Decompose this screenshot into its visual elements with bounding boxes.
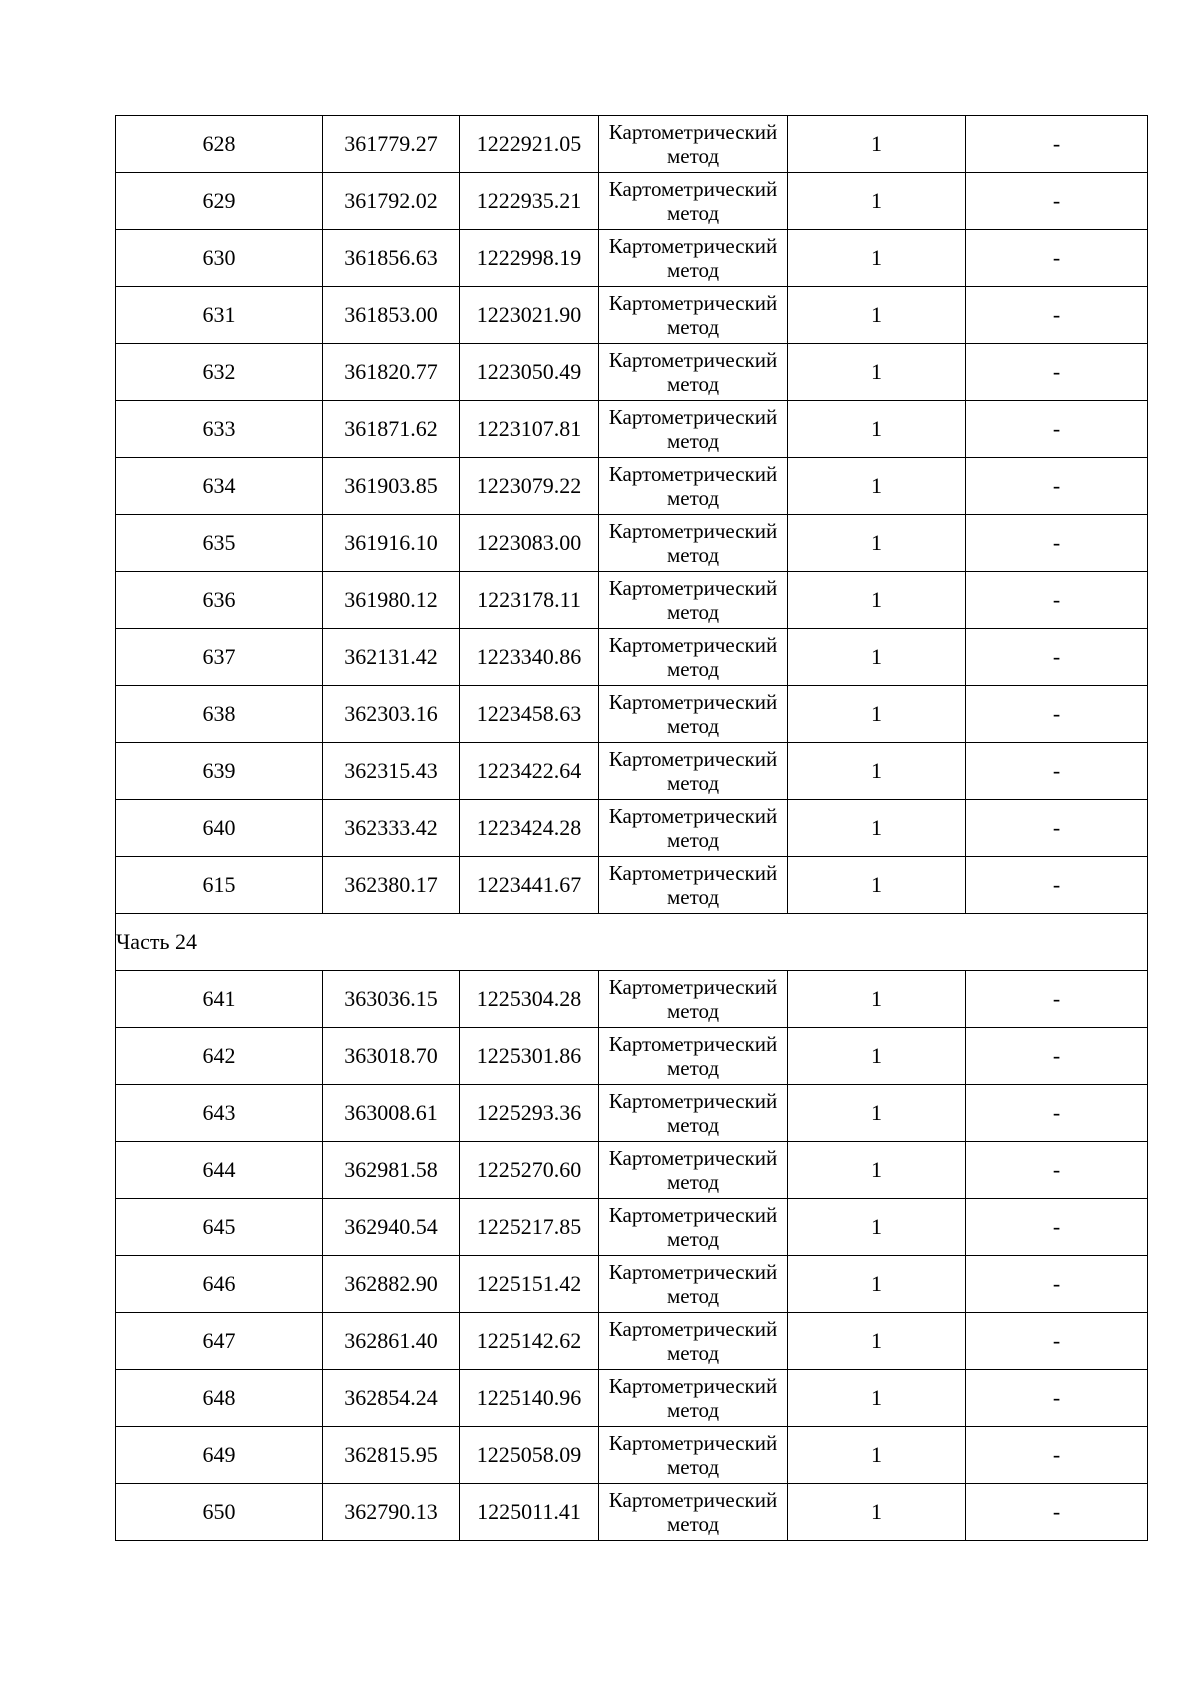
- note-cell: -: [966, 1313, 1148, 1370]
- coord-y-cell: 1222921.05: [460, 116, 599, 173]
- point-number-cell: 629: [116, 173, 323, 230]
- coord-y-cell: 1223083.00: [460, 515, 599, 572]
- note-cell: -: [966, 515, 1148, 572]
- table-row: [116, 401, 1148, 458]
- note-cell: -: [966, 287, 1148, 344]
- precision-cell: 1: [788, 857, 966, 914]
- note-cell: -: [966, 344, 1148, 401]
- point-number-cell: 648: [116, 1370, 323, 1427]
- note-cell: -: [966, 173, 1148, 230]
- point-number-cell: 643: [116, 1085, 323, 1142]
- table-row: [116, 116, 1148, 173]
- method-cell: Картометрический метод: [599, 1313, 788, 1370]
- coord-x-cell: 362131.42: [323, 629, 460, 686]
- table-row: [116, 1427, 1148, 1484]
- coord-x-cell: 361792.02: [323, 173, 460, 230]
- precision-cell: 1: [788, 800, 966, 857]
- coord-x-cell: 361871.62: [323, 401, 460, 458]
- point-number-cell: 637: [116, 629, 323, 686]
- coord-y-cell: 1223422.64: [460, 743, 599, 800]
- coord-x-cell: 363018.70: [323, 1028, 460, 1085]
- table-row: [116, 1484, 1148, 1541]
- coord-y-cell: 1225142.62: [460, 1313, 599, 1370]
- note-cell: -: [966, 686, 1148, 743]
- coord-y-cell: 1225140.96: [460, 1370, 599, 1427]
- method-cell: Картометрический метод: [599, 230, 788, 287]
- coord-x-cell: 362861.40: [323, 1313, 460, 1370]
- coord-y-cell: 1223424.28: [460, 800, 599, 857]
- precision-cell: 1: [788, 173, 966, 230]
- coord-y-cell: 1225270.60: [460, 1142, 599, 1199]
- coord-x-cell: 362981.58: [323, 1142, 460, 1199]
- coord-x-cell: 361856.63: [323, 230, 460, 287]
- table-row: [116, 1028, 1148, 1085]
- method-cell: Картометрический метод: [599, 1085, 788, 1142]
- point-number-cell: 642: [116, 1028, 323, 1085]
- method-cell: Картометрический метод: [599, 1199, 788, 1256]
- table-row: [116, 1370, 1148, 1427]
- table-row: [116, 572, 1148, 629]
- coord-x-cell: 363036.15: [323, 971, 460, 1028]
- precision-cell: 1: [788, 401, 966, 458]
- coord-x-cell: 362380.17: [323, 857, 460, 914]
- coord-x-cell: 361980.12: [323, 572, 460, 629]
- coord-y-cell: 1222998.19: [460, 230, 599, 287]
- table-row: [116, 344, 1148, 401]
- method-cell: Картометрический метод: [599, 857, 788, 914]
- note-cell: -: [966, 1028, 1148, 1085]
- coord-x-cell: 361820.77: [323, 344, 460, 401]
- point-number-cell: 640: [116, 800, 323, 857]
- coord-y-cell: 1225011.41: [460, 1484, 599, 1541]
- note-cell: -: [966, 116, 1148, 173]
- precision-cell: 1: [788, 116, 966, 173]
- precision-cell: 1: [788, 971, 966, 1028]
- point-number-cell: 646: [116, 1256, 323, 1313]
- coord-y-cell: 1225301.86: [460, 1028, 599, 1085]
- point-number-cell: 641: [116, 971, 323, 1028]
- method-cell: Картометрический метод: [599, 1142, 788, 1199]
- method-cell: Картометрический метод: [599, 1370, 788, 1427]
- coord-y-cell: 1223079.22: [460, 458, 599, 515]
- point-number-cell: 644: [116, 1142, 323, 1199]
- table-row: [116, 173, 1148, 230]
- method-cell: Картометрический метод: [599, 800, 788, 857]
- coord-y-cell: 1223178.11: [460, 572, 599, 629]
- method-cell: Картометрический метод: [599, 401, 788, 458]
- method-cell: Картометрический метод: [599, 686, 788, 743]
- method-cell: Картометрический метод: [599, 743, 788, 800]
- coord-x-cell: 362854.24: [323, 1370, 460, 1427]
- method-cell: Картометрический метод: [599, 116, 788, 173]
- precision-cell: 1: [788, 572, 966, 629]
- table-row: [116, 629, 1148, 686]
- coord-y-cell: 1225293.36: [460, 1085, 599, 1142]
- point-number-cell: 632: [116, 344, 323, 401]
- coord-y-cell: 1223340.86: [460, 629, 599, 686]
- table-row: [116, 857, 1148, 914]
- precision-cell: 1: [788, 1142, 966, 1199]
- method-cell: Картометрический метод: [599, 1427, 788, 1484]
- coord-y-cell: 1225058.09: [460, 1427, 599, 1484]
- precision-cell: 1: [788, 515, 966, 572]
- coord-y-cell: 1222935.21: [460, 173, 599, 230]
- precision-cell: 1: [788, 1427, 966, 1484]
- table-row: [116, 743, 1148, 800]
- point-number-cell: 635: [116, 515, 323, 572]
- coord-x-cell: 362882.90: [323, 1256, 460, 1313]
- precision-cell: 1: [788, 1199, 966, 1256]
- precision-cell: 1: [788, 1313, 966, 1370]
- table-row: [116, 1313, 1148, 1370]
- precision-cell: 1: [788, 1085, 966, 1142]
- coord-y-cell: 1223050.49: [460, 344, 599, 401]
- note-cell: -: [966, 1370, 1148, 1427]
- table-row: [116, 1199, 1148, 1256]
- point-number-cell: 649: [116, 1427, 323, 1484]
- point-number-cell: 636: [116, 572, 323, 629]
- table-row: [116, 230, 1148, 287]
- note-cell: -: [966, 572, 1148, 629]
- note-cell: -: [966, 1256, 1148, 1313]
- table-row: [116, 1256, 1148, 1313]
- table-row: [116, 1085, 1148, 1142]
- note-cell: -: [966, 1142, 1148, 1199]
- coord-x-cell: 362333.42: [323, 800, 460, 857]
- coord-x-cell: 361916.10: [323, 515, 460, 572]
- table-row: [116, 287, 1148, 344]
- method-cell: Картометрический метод: [599, 572, 788, 629]
- precision-cell: 1: [788, 686, 966, 743]
- precision-cell: 1: [788, 344, 966, 401]
- point-number-cell: 634: [116, 458, 323, 515]
- note-cell: -: [966, 1199, 1148, 1256]
- table-row: [116, 458, 1148, 515]
- note-cell: -: [966, 1427, 1148, 1484]
- point-number-cell: 638: [116, 686, 323, 743]
- part-label: Часть 24: [116, 914, 1148, 971]
- method-cell: Картометрический метод: [599, 1028, 788, 1085]
- coord-y-cell: 1225217.85: [460, 1199, 599, 1256]
- table-row: [116, 515, 1148, 572]
- note-cell: -: [966, 1085, 1148, 1142]
- method-cell: Картометрический метод: [599, 629, 788, 686]
- note-cell: -: [966, 230, 1148, 287]
- coord-x-cell: 361853.00: [323, 287, 460, 344]
- table-row: [116, 1142, 1148, 1199]
- note-cell: -: [966, 857, 1148, 914]
- precision-cell: 1: [788, 1370, 966, 1427]
- point-number-cell: 615: [116, 857, 323, 914]
- point-number-cell: 647: [116, 1313, 323, 1370]
- table-row: [116, 686, 1148, 743]
- note-cell: -: [966, 629, 1148, 686]
- coord-x-cell: 363008.61: [323, 1085, 460, 1142]
- method-cell: Картометрический метод: [599, 515, 788, 572]
- precision-cell: 1: [788, 1028, 966, 1085]
- coord-y-cell: 1223458.63: [460, 686, 599, 743]
- point-number-cell: 645: [116, 1199, 323, 1256]
- point-number-cell: 628: [116, 116, 323, 173]
- method-cell: Картометрический метод: [599, 458, 788, 515]
- method-cell: Картометрический метод: [599, 344, 788, 401]
- point-number-cell: 639: [116, 743, 323, 800]
- point-number-cell: 631: [116, 287, 323, 344]
- precision-cell: 1: [788, 1256, 966, 1313]
- method-cell: Картометрический метод: [599, 1256, 788, 1313]
- coord-x-cell: 361779.27: [323, 116, 460, 173]
- point-number-cell: 650: [116, 1484, 323, 1541]
- precision-cell: 1: [788, 743, 966, 800]
- note-cell: -: [966, 401, 1148, 458]
- coord-x-cell: 362815.95: [323, 1427, 460, 1484]
- method-cell: Картометрический метод: [599, 971, 788, 1028]
- coordinates-table: [115, 115, 1148, 1541]
- coord-x-cell: 361903.85: [323, 458, 460, 515]
- table-row: [116, 800, 1148, 857]
- note-cell: -: [966, 743, 1148, 800]
- note-cell: -: [966, 458, 1148, 515]
- note-cell: -: [966, 971, 1148, 1028]
- coord-y-cell: 1223021.90: [460, 287, 599, 344]
- point-number-cell: 630: [116, 230, 323, 287]
- coord-y-cell: 1225151.42: [460, 1256, 599, 1313]
- precision-cell: 1: [788, 287, 966, 344]
- method-cell: Картометрический метод: [599, 1484, 788, 1541]
- coord-y-cell: 1223107.81: [460, 401, 599, 458]
- precision-cell: 1: [788, 458, 966, 515]
- coord-y-cell: 1223441.67: [460, 857, 599, 914]
- coord-x-cell: 362315.43: [323, 743, 460, 800]
- table-row: [116, 971, 1148, 1028]
- part-header-row: [116, 914, 1148, 971]
- coordinates-table-body: [116, 116, 1148, 1541]
- precision-cell: 1: [788, 1484, 966, 1541]
- note-cell: -: [966, 800, 1148, 857]
- coord-x-cell: 362790.13: [323, 1484, 460, 1541]
- point-number-cell: 633: [116, 401, 323, 458]
- precision-cell: 1: [788, 230, 966, 287]
- note-cell: -: [966, 1484, 1148, 1541]
- coord-y-cell: 1225304.28: [460, 971, 599, 1028]
- method-cell: Картометрический метод: [599, 287, 788, 344]
- coord-x-cell: 362303.16: [323, 686, 460, 743]
- method-cell: Картометрический метод: [599, 173, 788, 230]
- coord-x-cell: 362940.54: [323, 1199, 460, 1256]
- precision-cell: 1: [788, 629, 966, 686]
